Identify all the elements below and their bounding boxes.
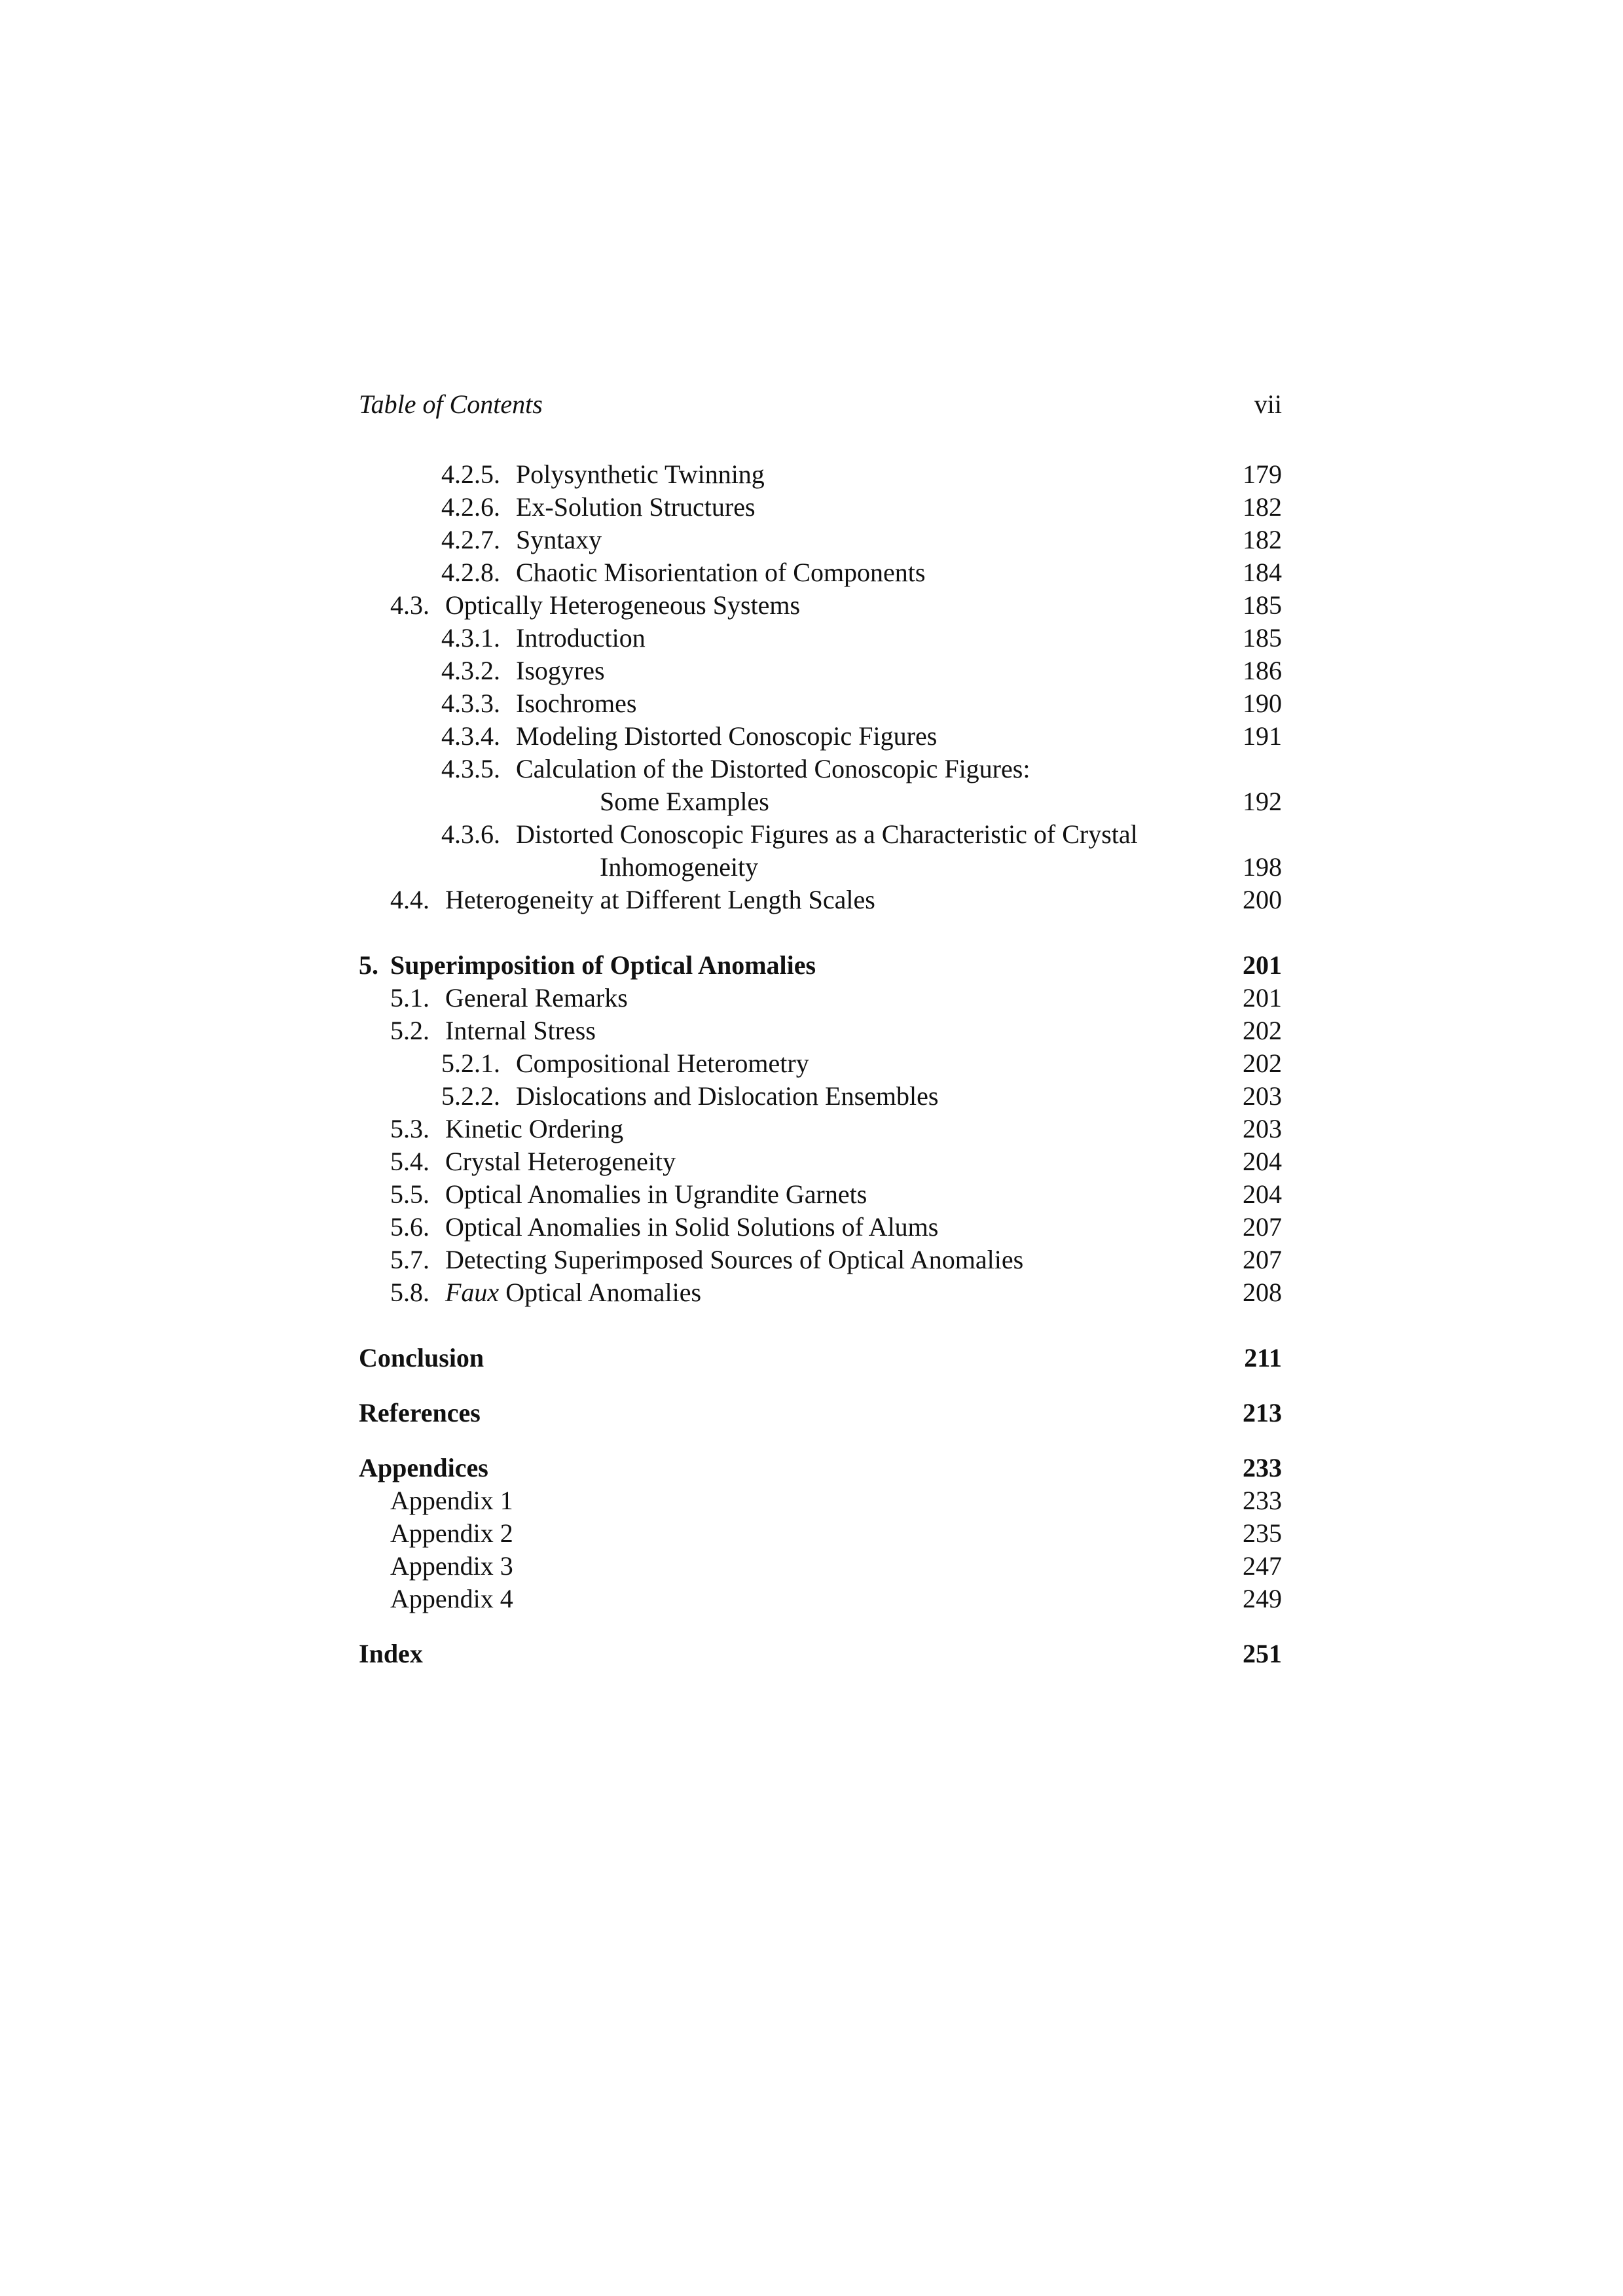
- entry-title-rest: Optical Anomalies: [499, 1278, 702, 1307]
- chapter-number: 5.: [359, 950, 378, 980]
- entry-title-continuation: Inhomogeneity: [600, 852, 759, 882]
- entry-page: 200: [1243, 885, 1282, 914]
- entry-title: Optical Anomalies in Ugrandite Garnets: [445, 1179, 867, 1209]
- conclusion-title: Conclusion: [359, 1343, 484, 1372]
- toc-entry[interactable]: [359, 524, 1282, 556]
- entry-number: 5.4.: [390, 1147, 429, 1176]
- entry-title: Ex-Solution Structures: [516, 492, 756, 522]
- toc-entry[interactable]: [359, 1211, 1282, 1244]
- toc-appendix-item[interactable]: [359, 1583, 1282, 1615]
- toc-entry[interactable]: [359, 982, 1282, 1014]
- toc-entry[interactable]: [359, 491, 1282, 524]
- toc-entry[interactable]: [359, 1047, 1282, 1080]
- entry-title: General Remarks: [445, 983, 628, 1013]
- entry-page: 184: [1243, 558, 1282, 587]
- appendix-page: 235: [1243, 1518, 1282, 1548]
- entry-number: 4.3.6.: [441, 819, 500, 849]
- entry-page: 203: [1243, 1081, 1282, 1111]
- references-title: References: [359, 1398, 481, 1427]
- toc-entry[interactable]: [359, 687, 1282, 720]
- appendices-page: 233: [1243, 1453, 1282, 1482]
- entry-number: 5.6.: [390, 1212, 429, 1242]
- toc-appendices[interactable]: [359, 1452, 1282, 1484]
- entry-title: Internal Stress: [445, 1016, 596, 1045]
- entry-title: Crystal Heterogeneity: [445, 1147, 676, 1176]
- toc-entry-continuation[interactable]: [359, 785, 1282, 818]
- entry-page: 202: [1243, 1016, 1282, 1045]
- entry-title: Dislocations and Dislocation Ensembles: [516, 1081, 939, 1111]
- entry-title: [445, 1276, 701, 1309]
- entry-page: 185: [1243, 623, 1282, 653]
- toc-entry[interactable]: [359, 753, 1282, 785]
- entry-title: Introduction: [516, 623, 646, 653]
- entry-title: Optically Heterogeneous Systems: [445, 590, 801, 620]
- running-head-page-number: vii: [1254, 389, 1282, 419]
- toc-entry[interactable]: [359, 458, 1282, 491]
- entry-title: Kinetic Ordering: [445, 1114, 624, 1143]
- spacer: [359, 1309, 1282, 1342]
- spacer: [359, 1429, 1282, 1452]
- appendix-page: 249: [1243, 1584, 1282, 1613]
- entry-page: 191: [1243, 721, 1282, 751]
- toc-entry[interactable]: [359, 720, 1282, 753]
- entry-page: 182: [1243, 525, 1282, 554]
- entry-page: 204: [1243, 1147, 1282, 1176]
- appendices-title: Appendices: [359, 1453, 488, 1482]
- entry-page: 207: [1243, 1245, 1282, 1274]
- entry-title-continuation: Some Examples: [600, 787, 769, 816]
- entry-title-italic: Faux: [445, 1278, 500, 1307]
- appendix-title: Appendix 4: [390, 1584, 513, 1613]
- entry-title: Heterogeneity at Different Length Scales: [445, 885, 875, 914]
- entry-number: 5.7.: [390, 1245, 429, 1274]
- toc-appendix-item[interactable]: [359, 1517, 1282, 1550]
- chapter-title: Superimposition of Optical Anomalies: [390, 950, 816, 980]
- spacer: [359, 1615, 1282, 1638]
- toc-entry[interactable]: [359, 622, 1282, 655]
- entry-number: 4.4.: [390, 885, 429, 914]
- entry-number: 5.3.: [390, 1114, 429, 1143]
- entry-page: 192: [1243, 787, 1282, 816]
- entry-title: Modeling Distorted Conoscopic Figures: [516, 721, 938, 751]
- entry-number: 4.3.: [390, 590, 429, 620]
- toc-entry-continuation[interactable]: [359, 851, 1282, 884]
- entry-number: 4.3.5.: [441, 754, 500, 783]
- entry-number: 5.5.: [390, 1179, 429, 1209]
- toc-entry[interactable]: [359, 655, 1282, 687]
- entry-title: Chaotic Misorientation of Components: [516, 558, 926, 587]
- entry-title: Isochromes: [516, 689, 637, 718]
- toc-chapter[interactable]: [359, 949, 1282, 982]
- entry-title: Compositional Heterometry: [516, 1049, 809, 1078]
- appendix-title: Appendix 3: [390, 1551, 513, 1581]
- toc-index[interactable]: [359, 1638, 1282, 1670]
- entry-page: 190: [1243, 689, 1282, 718]
- entry-title: Syntaxy: [516, 525, 602, 554]
- entry-page: 204: [1243, 1179, 1282, 1209]
- spacer: [359, 916, 1282, 949]
- toc-entry[interactable]: [359, 1113, 1282, 1145]
- toc-entry[interactable]: [359, 1178, 1282, 1211]
- entry-page: 179: [1243, 459, 1282, 489]
- toc-entry[interactable]: [359, 556, 1282, 589]
- appendix-page: 233: [1243, 1486, 1282, 1515]
- entry-number: 5.2.: [390, 1016, 429, 1045]
- entry-title: Detecting Superimposed Sources of Optical Anomalies: [445, 1245, 1024, 1274]
- running-head: [359, 386, 1282, 423]
- chapter-page: 201: [1243, 950, 1282, 980]
- references-page: 213: [1243, 1398, 1282, 1427]
- toc-references[interactable]: [359, 1397, 1282, 1429]
- toc-appendix-item[interactable]: [359, 1484, 1282, 1517]
- entry-page: 186: [1243, 656, 1282, 685]
- entry-page: 207: [1243, 1212, 1282, 1242]
- appendix-title: Appendix 1: [390, 1486, 513, 1515]
- entry-number: 4.3.4.: [441, 721, 500, 751]
- toc-appendix-item[interactable]: [359, 1550, 1282, 1583]
- conclusion-page: 211: [1244, 1343, 1282, 1372]
- entry-number: 5.1.: [390, 983, 429, 1013]
- entry-number: 4.2.5.: [441, 459, 500, 489]
- entry-number: 5.2.1.: [441, 1049, 500, 1078]
- entry-number: 4.2.8.: [441, 558, 500, 587]
- entry-title: Polysynthetic Twinning: [516, 459, 765, 489]
- index-title: Index: [359, 1639, 423, 1668]
- index-page: 251: [1243, 1639, 1282, 1668]
- entry-page: 202: [1243, 1049, 1282, 1078]
- entry-page: 185: [1243, 590, 1282, 620]
- toc-entry[interactable]: [359, 818, 1282, 851]
- entry-number: 5.2.2.: [441, 1081, 500, 1111]
- entry-title: Optical Anomalies in Solid Solutions of Alums: [445, 1212, 939, 1242]
- appendix-title: Appendix 2: [390, 1518, 513, 1548]
- toc-conclusion[interactable]: [359, 1342, 1282, 1374]
- entry-number: 4.2.6.: [441, 492, 500, 522]
- toc-entry[interactable]: [359, 1244, 1282, 1276]
- entry-page: 208: [1243, 1278, 1282, 1307]
- toc-entry[interactable]: [359, 589, 1282, 622]
- entry-number: 4.3.1.: [441, 623, 500, 653]
- entry-title: Isogyres: [516, 656, 605, 685]
- entry-page: 182: [1243, 492, 1282, 522]
- entry-number: 5.8.: [390, 1278, 429, 1307]
- entry-page: 203: [1243, 1114, 1282, 1143]
- entry-number: 4.3.3.: [441, 689, 500, 718]
- entry-page: 198: [1243, 852, 1282, 882]
- table-of-contents: [359, 458, 1282, 1670]
- entry-title: Distorted Conoscopic Figures as a Characteristic of Crystal: [516, 819, 1138, 849]
- spacer: [359, 1374, 1282, 1397]
- entry-page: 201: [1243, 983, 1282, 1013]
- toc-entry[interactable]: [359, 1276, 1282, 1309]
- toc-entry[interactable]: [359, 884, 1282, 916]
- entry-number: 4.2.7.: [441, 525, 500, 554]
- toc-entry[interactable]: [359, 1145, 1282, 1178]
- appendix-page: 247: [1243, 1551, 1282, 1581]
- entry-title: Calculation of the Distorted Conoscopic Figures:: [516, 754, 1030, 783]
- entry-number: 4.3.2.: [441, 656, 500, 685]
- toc-entry[interactable]: [359, 1014, 1282, 1047]
- running-head-title: Table of Contents: [359, 389, 543, 419]
- toc-entry[interactable]: [359, 1080, 1282, 1113]
